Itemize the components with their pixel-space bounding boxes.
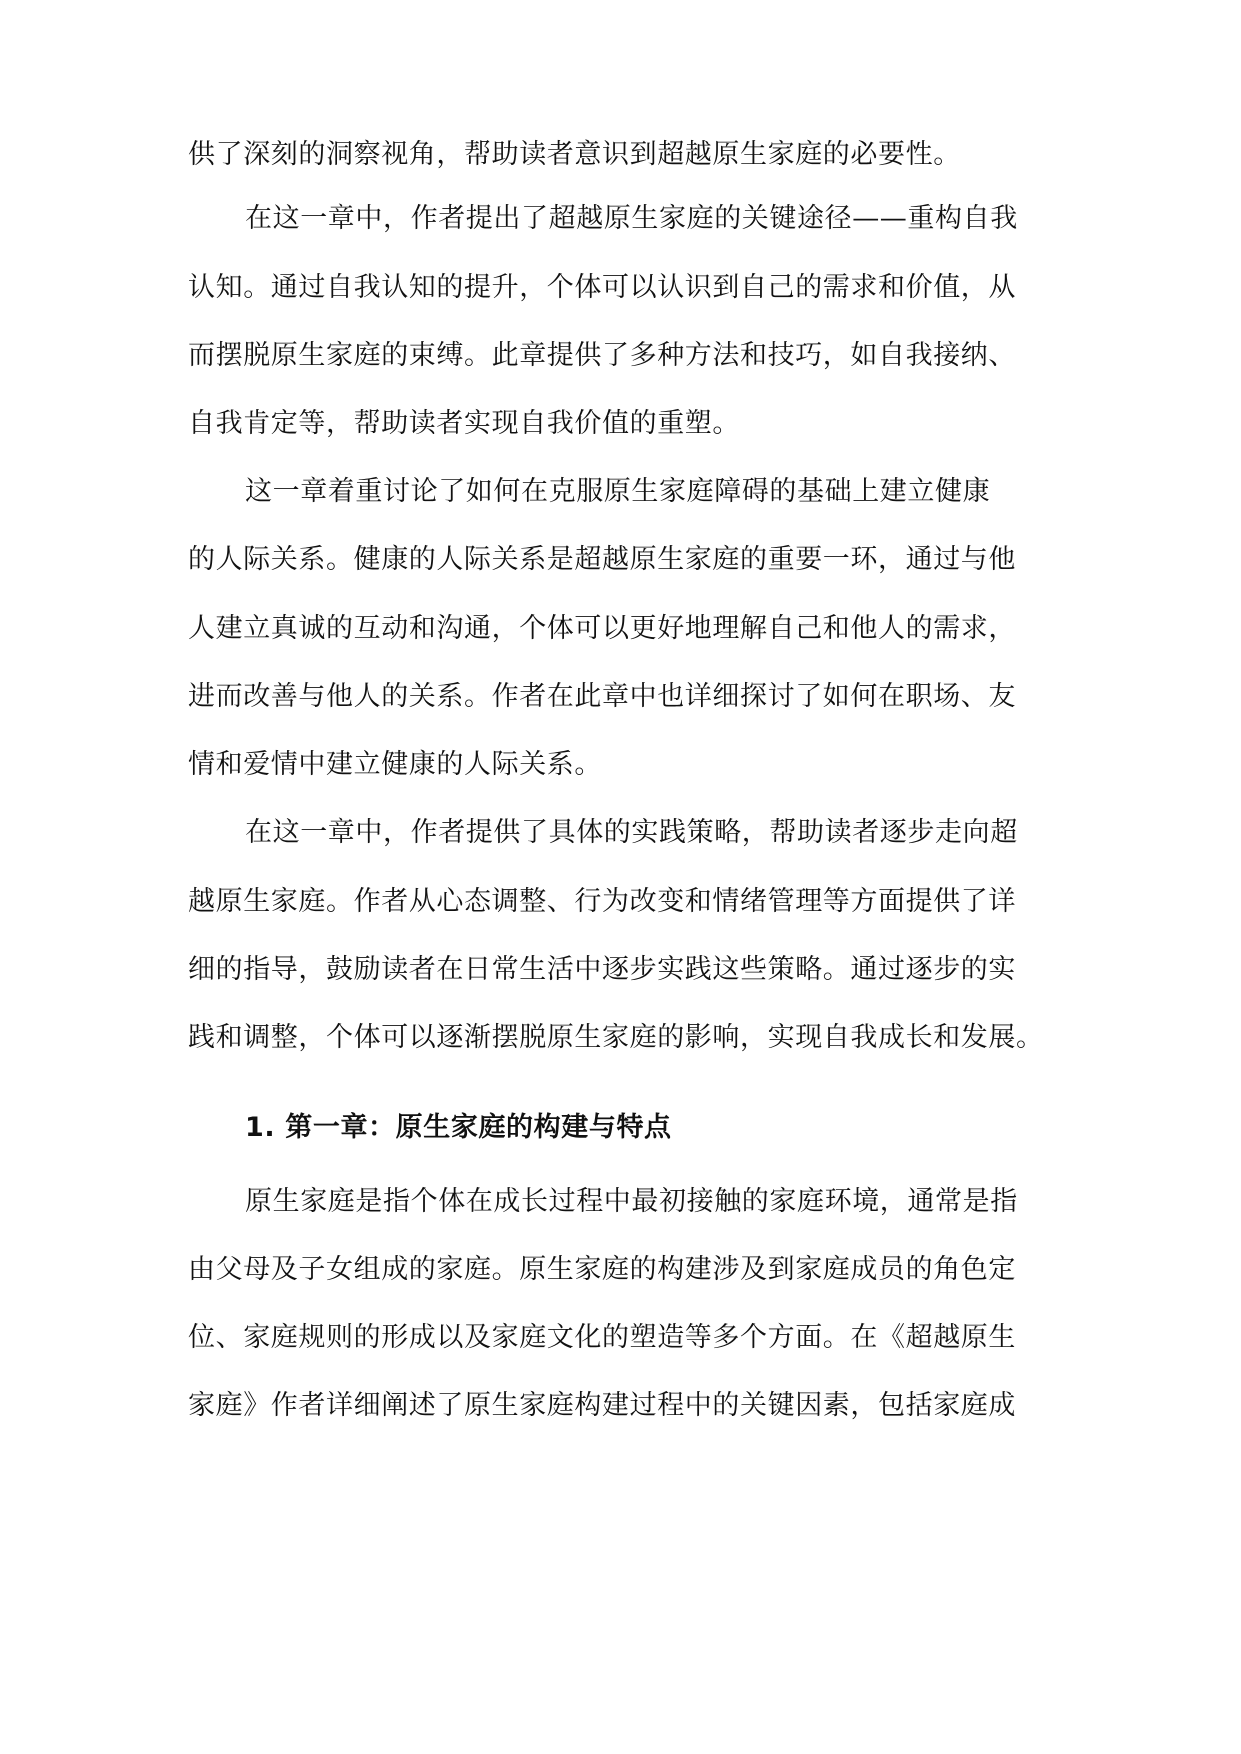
paragraph-line: 的人际关系。健康的人际关系是超越原生家庭的重要一环，通过与他 (188, 544, 1016, 575)
paragraph-line: 供了深刻的洞察视角，帮助读者意识到超越原生家庭的必要性。 (188, 139, 961, 170)
paragraph-line: 细的指导，鼓励读者在日常生活中逐步实践这些策略。通过逐步的实 (188, 954, 1016, 985)
paragraph-line: 情和爱情中建立健康的人际关系。 (188, 749, 602, 780)
paragraph-line: 家庭》作者详细阐述了原生家庭构建过程中的关键因素，包括家庭成 (188, 1390, 1016, 1421)
paragraph-line: 越原生家庭。作者从心态调整、行为改变和情绪管理等方面提供了详 (188, 886, 1016, 917)
paragraph-line: 认知。通过自我认知的提升，个体可以认识到自己的需求和价值，从 (188, 272, 1016, 303)
paragraph-line: 进而改善与他人的关系。作者在此章中也详细探讨了如何在职场、友 (188, 681, 1016, 712)
paragraph-line: 而摆脱原生家庭的束缚。此章提供了多种方法和技巧，如自我接纳、 (188, 340, 1016, 371)
paragraph-line: 在这一章中，作者提出了超越原生家庭的关键途径——重构自我 (245, 203, 1018, 234)
paragraph-line: 自我肯定等，帮助读者实现自我价值的重塑。 (188, 408, 740, 439)
paragraph-line: 践和调整，个体可以逐渐摆脱原生家庭的影响，实现自我成长和发展。 (188, 1022, 1044, 1053)
section-heading: 1. 第一章：原生家庭的构建与特点 (245, 1112, 672, 1143)
paragraph-line: 人建立真诚的互动和沟通，个体可以更好地理解自己和他人的需求， (188, 613, 1016, 644)
paragraph-line: 由父母及子女组成的家庭。原生家庭的构建涉及到家庭成员的角色定 (188, 1254, 1016, 1285)
paragraph-line: 这一章着重讨论了如何在克服原生家庭障碍的基础上建立健康 (245, 476, 991, 507)
paragraph-line: 在这一章中，作者提供了具体的实践策略，帮助读者逐步走向超 (245, 817, 1018, 848)
paragraph-line: 位、家庭规则的形成以及家庭文化的塑造等多个方面。在《超越原生 (188, 1322, 1016, 1353)
paragraph-line: 原生家庭是指个体在成长过程中最初接触的家庭环境，通常是指 (245, 1186, 1018, 1217)
